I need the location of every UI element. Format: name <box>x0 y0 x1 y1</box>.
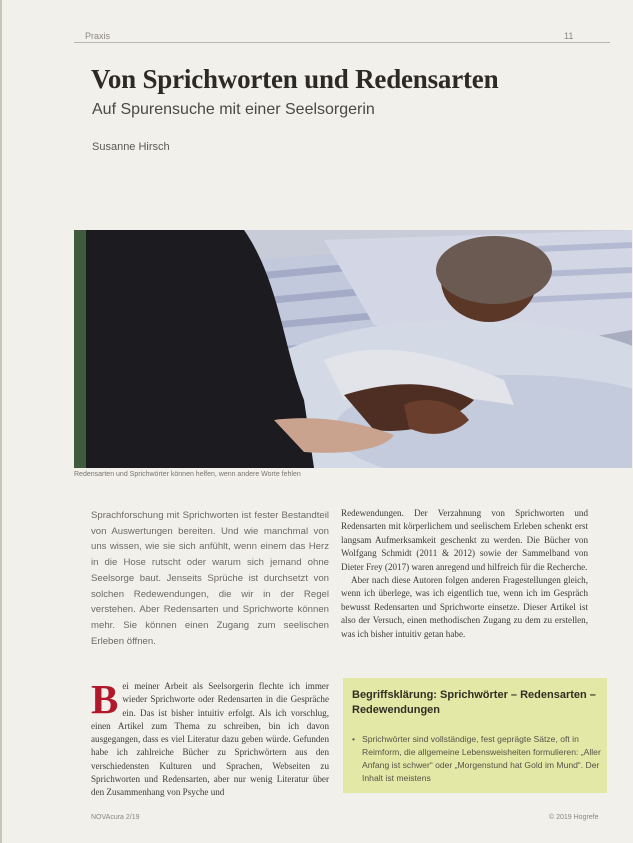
footer-publication: NOVAcura 2/19 <box>91 814 140 821</box>
box-list <box>352 733 602 785</box>
paragraph: Aber nach diese Autoren folgen anderen Fragestellungen gleich, wenn ich überlege, was ich eigentlich tue, wenn ich im Gespräch bewusst Redensarten und Sprichworte einsetze. Dieser Artikel ist also der Versuch, einen methodischen Zugang zu dem zu erstellen, was ich bisher intuitiv getan habe. <box>341 575 588 639</box>
paragraph: Redewendungen. Der Verzahnung von Sprichworten und Redensarten mit körperlichem und seelischem Erleben schenkt erst langsam Aufmerksamkeit geschenkt zu werden. Die Bücher von Wolfgang Schmidt (2011 & 2012) sowie der Sammelband von Dieter Frey (2017) waren anregend und hilfreich für die Recherche. <box>341 508 588 572</box>
footer-copyright: © 2019 Hogrefe <box>549 814 599 821</box>
article-photo <box>74 230 632 468</box>
page-edge <box>0 0 2 843</box>
article-subtitle: Auf Spurensuche mit einer Seelsorgerin <box>92 101 375 118</box>
running-head: Praxis <box>85 31 111 41</box>
paragraph: ei meiner Arbeit als Seelsorgerin flechte ich immer wieder Sprichworte oder Redensarten in die Gespräche ein. Das ist bisher intuitiv erfolgt. Als ich vorschlug, einen Artikel zum Thema zu schreiben, bin ich davon ausgegangen, dass es viel Literatur dazu geben würde. Gefunden habe ich zahlreiche Bücher zu Sprichwörtern aus den verschiedensten Kulturen und Sprachen, Webseiten zu Sprichworten und Redensarten, aber nur wenig Literatur über den Zusammenhang von Psyche und <box>91 681 329 798</box>
definition-box <box>343 678 607 793</box>
body-column-left <box>91 676 329 800</box>
article-title: Von Sprichworten und Redensarten <box>91 64 499 94</box>
body-column-right <box>341 507 588 641</box>
drop-cap: B <box>91 676 119 722</box>
page-number: 11 <box>564 31 574 41</box>
header-divider <box>74 42 610 43</box>
box-title: Begriffsklärung: Sprichwörter – Redensarten – Redewendungen <box>352 689 596 716</box>
article-teaser: Sprachforschung mit Sprichworten ist fester Bestandteil von Auswertungen bereiten. Und wie manchmal von uns wissen, wie sie sich anfühlt, wenn einem das Herz in die Hose rutscht oder warum sich jemand ohne Seelsorge baut. Jenseits Sprüche ist durchsetzt von solchen Redewendungen, die wir in der Regel verstehen. Aber Redensarten und Sprichworte können mehr. Sie können einen Zugang zum seelischen Erleben öffnen. <box>91 510 329 647</box>
list-item: • Sprichwörter sind vollständige, fest geprägte Sätze, oft in Reimform, die allgemeine Lebensweisheiten formulieren: „Aller Anfang ist schwer“ oder „Morgenstund hat Gold im Mund“. Der Inhalt ist meistens <box>352 733 602 785</box>
article-author: Susanne Hirsch <box>92 141 170 153</box>
photo-caption: Redensarten und Sprichwörter können helfen, wenn andere Worte fehlen <box>74 471 301 478</box>
